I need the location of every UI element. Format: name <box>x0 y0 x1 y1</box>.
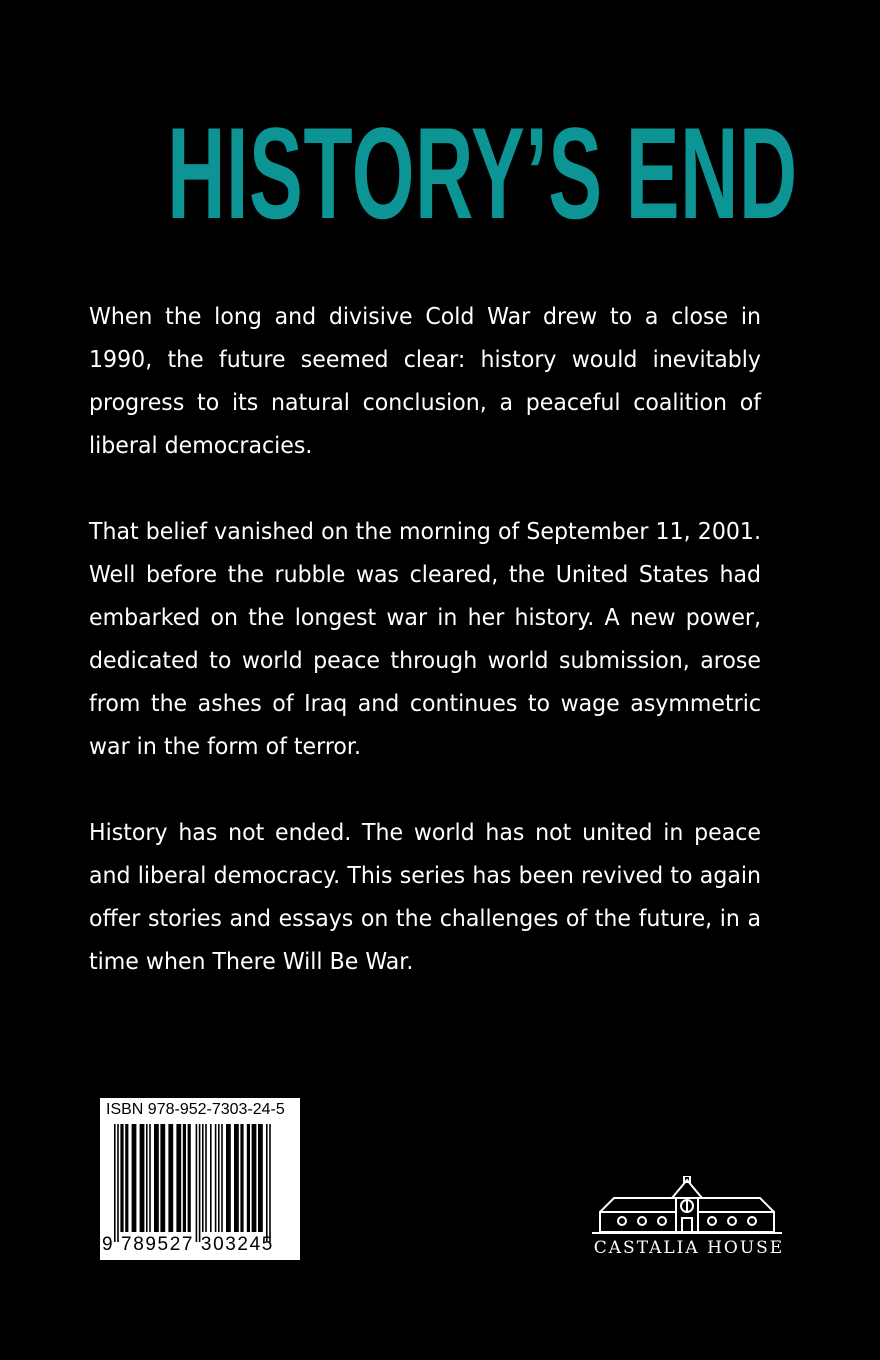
barcode-bar <box>205 1124 207 1232</box>
publisher-logo <box>584 1176 794 1266</box>
barcode-bar <box>199 1124 201 1242</box>
barcode-bar <box>132 1124 137 1232</box>
barcode-bar <box>247 1124 250 1232</box>
castalia-house-building-icon <box>584 1176 794 1236</box>
barcode-bar <box>215 1124 217 1232</box>
blurb-paragraph: When the long and divisive Cold War drew to a close in 1990, the future seemed clear: history would inevitably progress to its natural conclusion, a peaceful coalition of liberal democracies. <box>89 304 761 459</box>
barcode-digits: 9 789527 303245 <box>102 1234 274 1255</box>
barcode-bar <box>258 1124 263 1232</box>
publisher-name: CASTALIA HOUSE <box>593 1238 785 1258</box>
barcode-bar <box>140 1124 145 1232</box>
barcode-bar <box>176 1124 181 1232</box>
barcode-bar <box>146 1124 148 1232</box>
barcode-bar <box>120 1124 123 1232</box>
barcode-bar <box>252 1124 257 1232</box>
barcode-bar <box>269 1124 271 1242</box>
barcode-bar <box>149 1124 151 1232</box>
barcode-bar <box>160 1124 165 1232</box>
barcode-bar <box>125 1124 128 1232</box>
barcode-bar <box>202 1124 204 1232</box>
barcode-bar <box>168 1124 173 1232</box>
isbn-label: ISBN 978-952-7303-24-5 <box>106 1101 285 1118</box>
book-title: HISTORY’S END <box>167 100 798 246</box>
blurb-paragraph: History has not ended. The world has not united in peace and liberal democracy. This series has been revived to again offer stories and essays on the challenges of the future, in a time when There Will Be War. <box>89 820 761 975</box>
barcode-bar <box>218 1124 220 1232</box>
barcode-bar <box>266 1124 268 1242</box>
barcode-bar <box>210 1124 212 1232</box>
barcode-bar <box>196 1124 198 1242</box>
back-cover-blurb <box>89 296 761 1027</box>
barcode-bar <box>221 1124 223 1232</box>
barcode-bar <box>183 1124 186 1232</box>
barcode-bar <box>234 1124 239 1232</box>
barcode-bar <box>154 1124 159 1232</box>
isbn-barcode <box>100 1098 300 1260</box>
barcode-bar <box>188 1124 191 1232</box>
barcode-bar <box>117 1124 119 1242</box>
barcode-bar <box>114 1124 116 1242</box>
barcode-bar <box>226 1124 231 1232</box>
barcode-bar <box>240 1124 243 1232</box>
blurb-paragraph: That belief vanished on the morning of September 11, 2001. Well before the rubble was cleared, the United States had embarked on the longest war in her history. A new power, dedicated to world peace through world submission, arose from the ashes of Iraq and continues to wage asymmetric war in the form of terror. <box>89 519 761 760</box>
